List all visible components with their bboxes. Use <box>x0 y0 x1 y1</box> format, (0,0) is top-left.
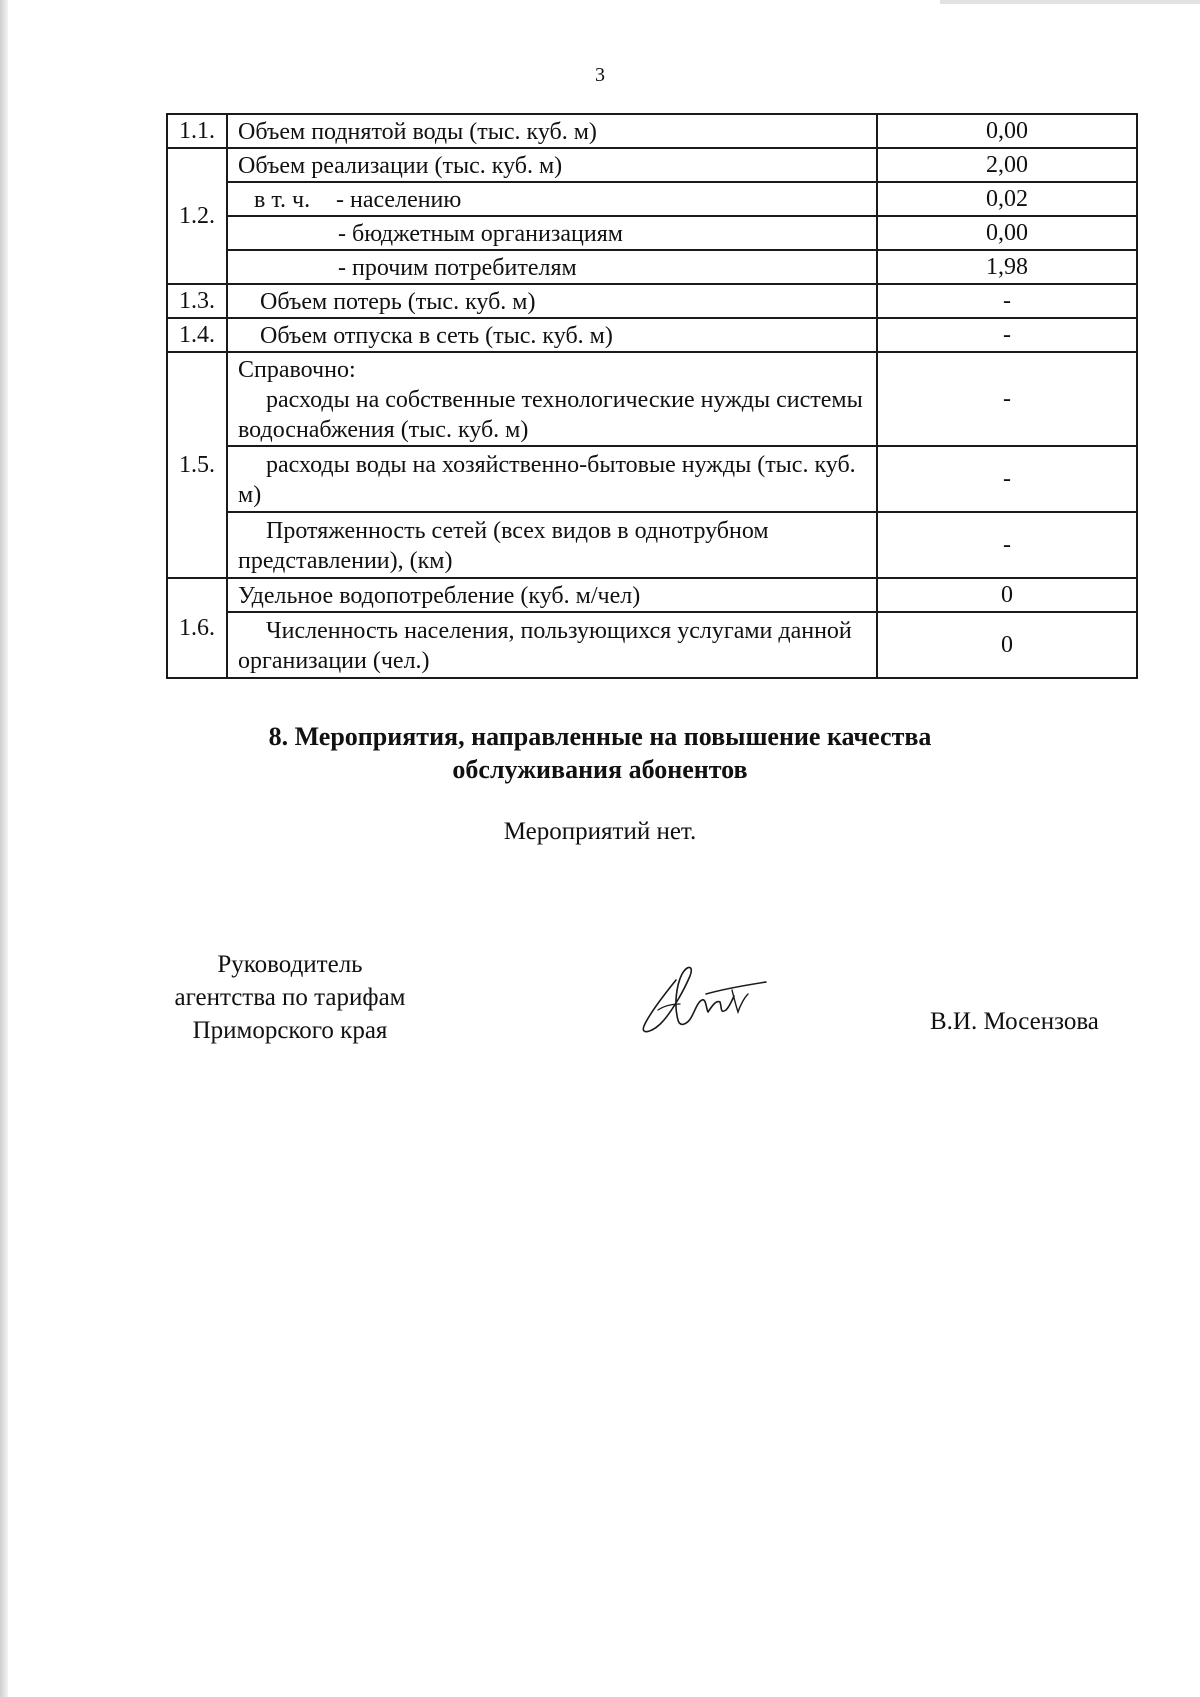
row-label: - бюджетным организациям <box>227 216 877 250</box>
row-label: Объем поднятой воды (тыс. куб. м) <box>227 114 877 148</box>
row-value: 1,98 <box>877 250 1137 284</box>
row-value: - <box>877 446 1137 512</box>
row-number: 1.4. <box>167 318 227 352</box>
table-row-1-2-budget <box>167 216 1137 250</box>
row-number: 1.2. <box>167 148 227 284</box>
row-value: - <box>877 352 1137 446</box>
section-heading-line-1: 8. Мероприятия, направленные на повышение качества <box>268 722 932 751</box>
signatory-title-line-3: Приморского края <box>192 1017 388 1044</box>
row-number: 1.1. <box>167 114 227 148</box>
row-value: 0,00 <box>877 216 1137 250</box>
row-label: расходы воды на хозяйственно-бытовые нужды (тыс. куб. м) <box>227 446 877 512</box>
signatory-name: В.И. Мосензова <box>930 1008 1099 1035</box>
section-body: Мероприятий нет. <box>503 818 697 845</box>
row-number: 1.6. <box>167 578 227 678</box>
table-row-1-3 <box>167 284 1137 318</box>
table-row-1-6-population <box>167 612 1137 678</box>
row-label: Объем отпуска в сеть (тыс. куб. м) <box>227 318 877 352</box>
row-value: - <box>877 284 1137 318</box>
row-label <box>227 352 877 446</box>
sublabel-population: - населению <box>336 187 462 213</box>
row-label: Объем потерь (тыс. куб. м) <box>227 284 877 318</box>
table-row-1-2-other <box>167 250 1137 284</box>
row-value: - <box>877 512 1137 578</box>
table-row-1-5-household <box>167 446 1137 512</box>
table-row-1-5-own-needs <box>167 352 1137 446</box>
table-row-1-6-consumption <box>167 578 1137 612</box>
table-row-1-5-network-length <box>167 512 1137 578</box>
row-value: 2,00 <box>877 148 1137 182</box>
scan-edge-shadow <box>0 0 8 1697</box>
row-label: Объем реализации (тыс. куб. м) <box>227 148 877 182</box>
page-number: 3 <box>595 64 605 86</box>
table-row-1-1 <box>167 114 1137 148</box>
signatory-title-line-2: агентства по тарифам <box>174 984 406 1011</box>
section-heading <box>0 720 1200 786</box>
section-heading-line-2: обслуживания абонентов <box>452 755 748 784</box>
row-value: - <box>877 318 1137 352</box>
table-row-1-2 <box>167 148 1137 182</box>
row-number: 1.3. <box>167 284 227 318</box>
handwritten-signature <box>628 950 788 1040</box>
signatory-title-line-1: Руководитель <box>217 951 363 978</box>
indicators-table <box>166 113 1138 679</box>
table-row-1-2-population <box>167 182 1137 216</box>
scan-top-edge <box>940 0 1200 4</box>
row-value: 0 <box>877 612 1137 678</box>
row-label <box>227 182 877 216</box>
including-prefix: в т. ч. <box>254 187 311 213</box>
reference-header: Справочно: <box>238 357 356 383</box>
row-value: 0 <box>877 578 1137 612</box>
own-needs-label: расходы на собственные технологические нужды системы водоснабжения (тыс. куб. м) <box>238 387 863 443</box>
signatory-title <box>140 948 440 1047</box>
table-row-1-4 <box>167 318 1137 352</box>
row-label: - прочим потребителям <box>227 250 877 284</box>
row-label: Численность населения, пользующихся услугами данной организации (чел.) <box>227 612 877 678</box>
row-value: 0,00 <box>877 114 1137 148</box>
row-number: 1.5. <box>167 352 227 578</box>
row-label: Протяженность сетей (всех видов в однотрубном представлении), (км) <box>227 512 877 578</box>
row-label: Удельное водопотребление (куб. м/чел) <box>227 578 877 612</box>
row-value: 0,02 <box>877 182 1137 216</box>
